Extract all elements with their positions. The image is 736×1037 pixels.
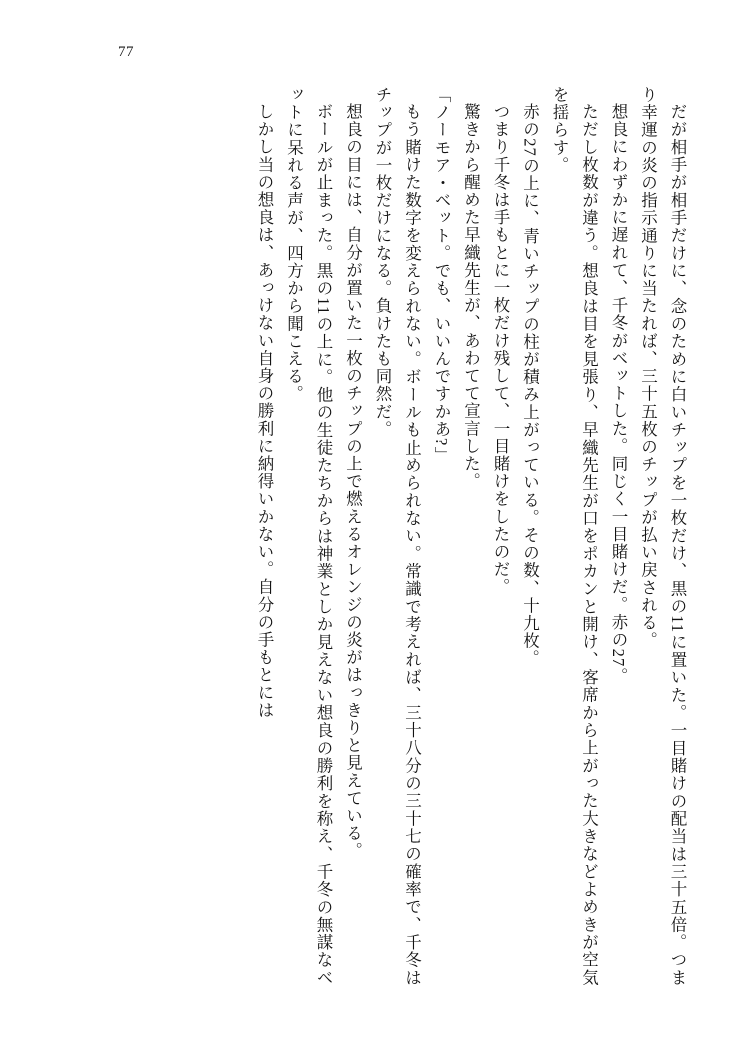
paragraph: 想良にわずかに遅れて、千冬がベットした。同じく一目賭けだ。赤の27。 bbox=[609, 102, 628, 685]
paragraph: ただし枚数が違う。想良は目を見張り、早織先生が口をポカンと開け、客席から上がった大きなどよめきが空気を揺らす。 bbox=[550, 86, 599, 986]
paragraph: もう賭けた数字を変えられない。ボールも止められない。常識で考えれば、三十八分の三十七の確率で、千冬はチップが一枚だけになる。負けたも同然だ。 bbox=[373, 86, 422, 986]
paragraph: 赤の27の上に、青いチップの柱が積み上がっている。その数、十九枚。 bbox=[520, 102, 540, 667]
paragraph-dialogue: 「ノーモア・ベット。でも、いいんですかあ?」 bbox=[432, 86, 451, 465]
page-number: 77 bbox=[118, 44, 134, 60]
paragraph: だが相手が相手だけに、念のために白いチップを一枚だけ、黒の11に置いた。一目賭けの配当は三十五倍。つまり幸運の炎の指示通りに当たれば、三十五枚のチップが払い戻される。 bbox=[638, 86, 687, 986]
paragraph: ボールが止まった。黒の11の上に。他の生徒たちからは神業としか見えない想良の勝利を称え、千冬の無謀なベットに呆れる声が、四方から聞こえる。 bbox=[284, 86, 333, 986]
page-text-body bbox=[250, 86, 693, 986]
paragraph: 驚きから醒めた早織先生が、あわてて宣言した。 bbox=[461, 102, 481, 490]
paragraph: つまり千冬は手もとに一枚だけ残して、一目賭けをしたのだ。 bbox=[491, 102, 510, 596]
paragraph: しかし当の想良は、あっけない自身の勝利に納得いかない。自分の手もとには bbox=[255, 102, 274, 719]
paragraph: 想良の目には、自分が置いた一枚のチップの上で燃えるオレンジの炎がはっきりと見えている。 bbox=[343, 102, 363, 860]
